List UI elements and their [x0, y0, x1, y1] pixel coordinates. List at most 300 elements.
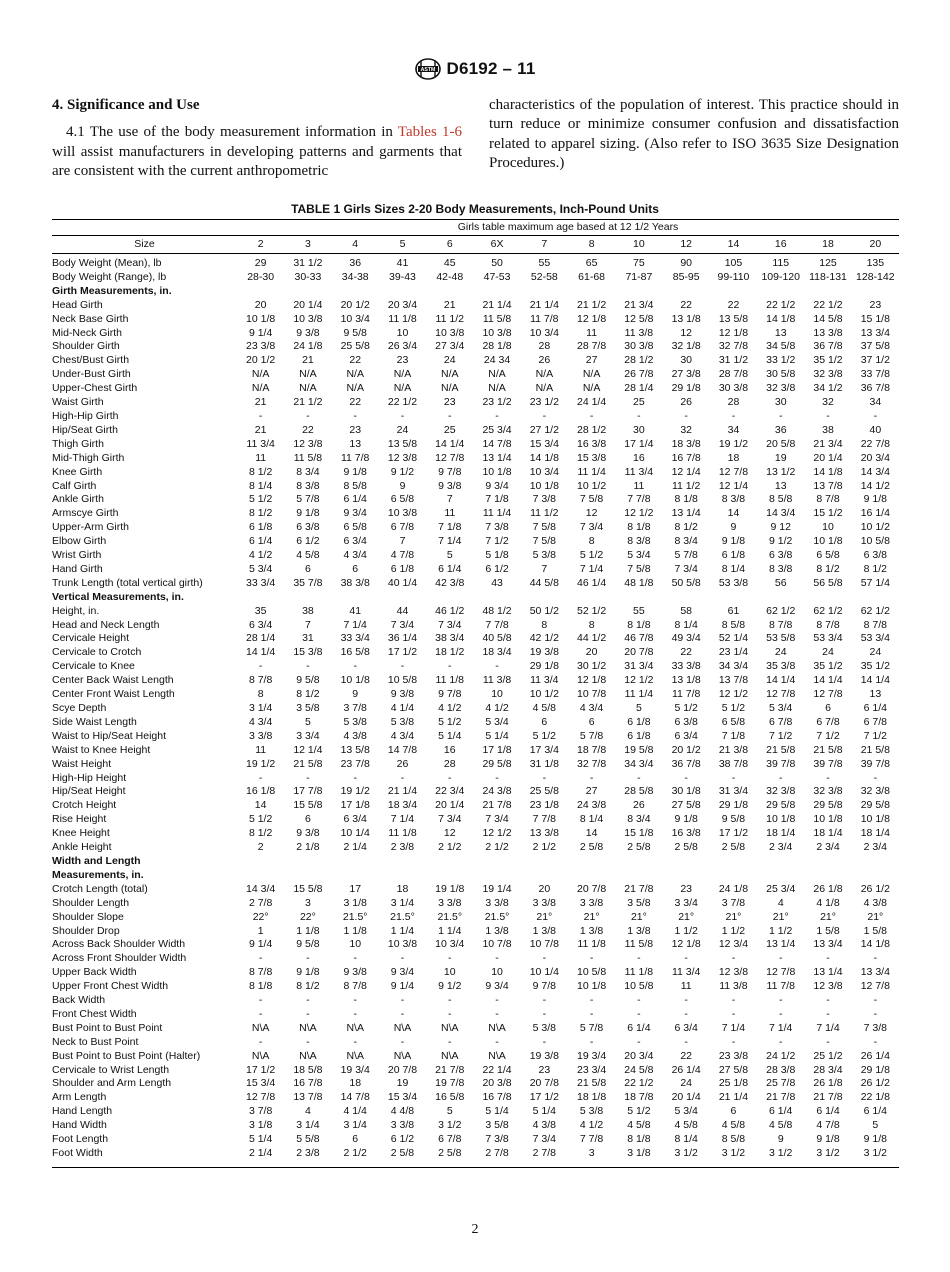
size-header-cell: 20 [852, 236, 899, 254]
table-cell: 10 1/4 [529, 966, 559, 979]
table-cell: 20 1/4 [813, 451, 843, 464]
table-cell: 27 5/8 [718, 1063, 749, 1076]
table-cell: 19 1/2 [246, 757, 276, 770]
table-cell: 10 3/4 [340, 312, 370, 325]
table-cell: 3 7/8 [721, 896, 746, 909]
table-cell: - [495, 409, 499, 422]
table-cell: 6 1/8 [627, 729, 651, 742]
table-cell: 8 7/8 [248, 966, 273, 979]
table-cell: 8 [257, 688, 264, 701]
table-cell: - [684, 1007, 688, 1020]
table-cell: 5 1/2 [579, 549, 604, 562]
table-cell: 14 [727, 507, 740, 520]
row-label: Body Weight (Range), lb [52, 270, 167, 283]
table-cell: 19 3/4 [340, 1063, 370, 1076]
table-cell: 23 3/4 [577, 1063, 607, 1076]
table-cell: 6 1/4 [863, 1105, 887, 1118]
table-cell: 15 1/8 [860, 312, 890, 325]
table-cell: - [778, 1007, 783, 1020]
table-cell: 39 7/8 [860, 757, 890, 770]
table-cell: 17 1/2 [529, 1091, 559, 1104]
table-cell: 29 5/8 [766, 799, 796, 812]
table-cell: N/A [346, 382, 364, 395]
section-header-label: Measurements, in. [52, 868, 144, 881]
table-cell: 7 1/4 [816, 1021, 840, 1034]
table-note-row [52, 220, 899, 236]
size-header-cell: 14 [710, 236, 757, 254]
table-cell: 28 1/2 [624, 354, 654, 367]
table-cell: - [826, 1007, 830, 1020]
table-row [52, 799, 899, 813]
table-cell: 21 [302, 354, 314, 367]
table-cell: 22 [680, 298, 693, 311]
table-row [52, 660, 899, 674]
row-label: Rise Height [52, 813, 107, 826]
table-cell: - [778, 771, 783, 784]
table-cell: 18 [349, 1077, 362, 1090]
table-cell: 3 3/8 [390, 1119, 415, 1132]
table-cell: 5 3/4 [674, 1105, 698, 1118]
table-cell: 61-68 [578, 270, 606, 283]
table-cell: 9 1/4 [390, 980, 415, 993]
table-cell: 8 5/8 [343, 479, 367, 492]
table-cell: 8 3/8 [296, 479, 320, 492]
table-cell: 5 1/2 [248, 813, 273, 826]
table-cell: 9 1/4 [248, 326, 273, 339]
table-cell: 12 1/2 [718, 688, 749, 701]
table-cell: 9 [352, 688, 359, 701]
table-cell: 7 3/8 [485, 1133, 509, 1146]
table-cell: 11 1/8 [435, 674, 464, 687]
table-cell: 7 7/8 [485, 618, 509, 631]
table-cell: 3 5/8 [627, 896, 651, 909]
row-label: Mid-Thigh Girth [52, 451, 125, 464]
table-cell: 7 3/4 [674, 562, 698, 575]
table-cell: 5 3/8 [343, 715, 367, 728]
table-cell: N/A [488, 368, 506, 381]
table-cell: 4 1/2 [485, 702, 509, 714]
table-cell: 8 5/8 [769, 493, 793, 506]
table-row [52, 577, 899, 591]
table-cell: N/A [251, 368, 270, 381]
table-cell: 6 7/8 [816, 715, 840, 728]
table-cell: 5 1/4 [532, 1105, 556, 1118]
table-row [52, 785, 899, 799]
table-cell: 5 1/4 [485, 1105, 509, 1118]
table-cell: 9 3/4 [485, 980, 509, 993]
table-cell: 38 7/8 [718, 757, 749, 770]
table-cell: - [731, 994, 736, 1007]
table-cell: 5 3/4 [485, 715, 509, 728]
table-cell: 35 7/8 [293, 576, 323, 589]
table-cell: 11 1/8 [388, 827, 417, 840]
size-header-cell: 18 [804, 236, 851, 254]
table-row [52, 841, 899, 855]
table-cell: 12 7/8 [246, 1091, 276, 1104]
table-cell: 18 [727, 451, 740, 464]
table-cell: 28 1/2 [577, 423, 607, 436]
table-cell: 28 [727, 396, 740, 409]
table-cell: 11 5/8 [482, 312, 512, 325]
table-cell: 8 1/8 [627, 521, 651, 534]
table-cell: 32 [822, 396, 834, 409]
table-cell: - [637, 771, 641, 784]
table-cell: 19 1/2 [718, 437, 749, 450]
table-cell: 12 3/8 [387, 451, 418, 464]
table-cell: 24 1/8 [718, 882, 749, 895]
table-cell: 6 3/8 [769, 549, 793, 562]
table-cell: 21 3/4 [624, 298, 654, 311]
table-cell: 52 1/2 [577, 604, 607, 617]
table-cell: 29 1/8 [529, 660, 559, 673]
table-cell: 6 1/4 [769, 1105, 793, 1118]
table-cell: 5 [872, 1119, 879, 1132]
table-cell: 11 3/4 [530, 674, 559, 687]
table-cell: 10 3/8 [482, 326, 512, 339]
row-label: Armscye Girth [52, 507, 119, 520]
table-cell: 21 1/4 [718, 1091, 749, 1104]
table-cell: 8 [541, 618, 548, 631]
table-cell: 4 7/8 [816, 1119, 840, 1132]
table-cell: 8 1/8 [627, 618, 651, 631]
table-cell: 21.5° [484, 910, 510, 923]
table-cell: 36 7/8 [860, 382, 890, 395]
table-cell: - [258, 994, 263, 1007]
table-cell: 3 1/2 [721, 1147, 746, 1159]
table-cell: 10 3/4 [529, 326, 559, 339]
table-cell: 21 7/8 [482, 799, 512, 812]
table-cell: 5 1/4 [438, 729, 462, 742]
table-cell: 22 1/2 [813, 298, 843, 311]
table-cell: 11 7/8 [530, 312, 559, 325]
table-cell: 18 1/4 [860, 827, 890, 840]
table-cell: 50 [491, 257, 503, 269]
table-cell: 5 5/8 [296, 1133, 320, 1146]
table-row [52, 1064, 899, 1078]
table-cell: - [826, 994, 830, 1007]
table-cell: N\A [251, 1049, 270, 1062]
table-cell: 33 1/2 [766, 354, 796, 367]
table-cell: 6 [825, 702, 831, 714]
table-cell: 53 3/8 [718, 576, 749, 589]
table-cell: 71-87 [625, 270, 653, 283]
table-cell: 26 1/4 [671, 1063, 701, 1076]
table-cell: 8 5/8 [721, 1133, 746, 1146]
table-cell: 5 [446, 549, 453, 562]
table-cell: 4 1/2 [438, 702, 462, 714]
table-cell: 85-95 [672, 270, 700, 283]
table-cell: 12 1/2 [624, 674, 654, 687]
table-cell: 22 1/8 [860, 1091, 890, 1104]
table-cell: 12 5/8 [624, 312, 654, 325]
row-label: Crotch Height [52, 799, 117, 812]
table-cell: 23 [443, 396, 456, 409]
table-cell: 6 5/8 [390, 493, 415, 506]
table-cell: - [353, 1035, 357, 1048]
table-cell: - [589, 771, 594, 784]
table-cell: 14 1/4 [766, 674, 796, 687]
table-cell: 32 3/8 [860, 785, 890, 798]
table-row [52, 493, 899, 507]
table-cell: 6 1/4 [816, 1105, 840, 1118]
table-cell: 8 1/8 [674, 493, 698, 506]
table-cell: 10 1/8 [529, 479, 559, 492]
table-cell: - [542, 1035, 547, 1048]
table-row [52, 813, 899, 827]
table-row [52, 952, 899, 966]
table-row [52, 410, 899, 424]
table-cell: 8 7/8 [816, 493, 840, 506]
table-cell: 36 1/4 [387, 632, 418, 645]
table-cell: 7 5/8 [532, 535, 556, 548]
table-cell: - [778, 409, 783, 422]
table-cell: 23 3/8 [718, 1049, 749, 1062]
table-cell: - [258, 660, 263, 673]
table-cell: 11 [680, 980, 692, 993]
table-cell: 13 [869, 688, 882, 701]
table-cell: 38 3/8 [340, 576, 370, 589]
table-cell: 1 1/2 [721, 924, 746, 937]
table-cell: 10 1/8 [246, 312, 276, 325]
size-header-cell: 5 [379, 236, 426, 254]
table-cell: 1 3/8 [579, 924, 604, 937]
table-cell: 21° [630, 910, 647, 923]
row-label: Ankle Girth [52, 493, 104, 506]
table-cell: 6 3/4 [343, 813, 367, 826]
table-row [52, 1133, 899, 1147]
table-cell: 9 7/8 [532, 980, 556, 993]
table-cell: - [684, 409, 688, 422]
table-cell: 11 7/8 [340, 451, 370, 464]
table-cell: 10 1/2 [577, 479, 607, 492]
table-cell: 16 7/8 [293, 1077, 323, 1090]
table-cell: 36 7/8 [671, 757, 701, 770]
table-cell: - [873, 994, 878, 1007]
section-header-row [52, 855, 899, 869]
table-cell: 4 5/8 [721, 1119, 746, 1132]
table-cell: 3 1/2 [769, 1147, 793, 1159]
table-cell: 13 1/4 [813, 966, 843, 979]
table-cell: - [448, 771, 452, 784]
row-label: Height, in. [52, 604, 100, 617]
row-label: Center Front Waist Length [52, 688, 175, 701]
table-cell: 32 3/8 [813, 368, 843, 381]
table-cell: 6 3/4 [343, 535, 367, 548]
page-number: 2 [471, 1222, 479, 1237]
table-cell: 28 1/8 [482, 340, 512, 353]
table-cell: 16 1/4 [860, 507, 890, 520]
table-cell: 19 1/8 [435, 882, 465, 895]
table-cell: 9 1/8 [296, 507, 320, 520]
table-cell: 27 [585, 354, 598, 367]
table-cell: 4 1/2 [248, 549, 273, 562]
table-cell: 31 1/2 [718, 354, 749, 367]
table-cell: 135 [866, 257, 885, 269]
table-cell: 20 [254, 298, 267, 311]
table-cell: 2 7/8 [485, 1147, 509, 1159]
table-cell: 23 1/4 [718, 646, 749, 659]
table-cell: 12 1/4 [293, 743, 323, 756]
table-body [52, 254, 899, 1161]
table-cell: 5 3/4 [248, 562, 273, 575]
size-header-cell: 10 [615, 236, 662, 254]
table-cell: 12 [443, 827, 456, 840]
table-cell: 3 1/2 [674, 1147, 698, 1159]
table-cell: 6 3/4 [248, 618, 273, 631]
table-cell: - [353, 994, 357, 1007]
table-cell: 28 [538, 340, 551, 353]
table-cell: 11 3/8 [482, 674, 512, 687]
table-cell: 33 3/4 [340, 632, 370, 645]
table-cell: 4 1/4 [390, 702, 415, 714]
table-cell: 4 [305, 1105, 311, 1118]
table-cell: - [542, 952, 547, 965]
table-cell: 8 3/8 [721, 493, 746, 506]
tables-link[interactable]: Tables 1-6 [397, 124, 463, 141]
table-cell: 5 [635, 702, 642, 714]
table-cell: 10 3/8 [435, 326, 465, 339]
table-cell: 30 1/8 [671, 785, 701, 798]
table-cell: 118-131 [809, 270, 847, 283]
table-cell: 26 3/4 [387, 340, 418, 353]
table-cell: 25 5/8 [529, 785, 559, 798]
table-cell: 12 3/8 [813, 980, 843, 993]
table-cell: 6 1/4 [863, 702, 887, 714]
table-cell: 109-120 [761, 270, 800, 283]
table-cell: 3 [305, 896, 311, 909]
table-cell: 7 [541, 562, 548, 575]
section-header-label: Girth Measurements, in. [52, 284, 172, 297]
table-cell: 11 3/8 [624, 326, 654, 339]
table-cell: 6 5/8 [343, 521, 367, 534]
table-cell: 9 1/2 [438, 980, 462, 993]
table-cell: - [684, 952, 688, 965]
table-cell: 8 1/2 [816, 562, 840, 575]
table-cell: N\A [393, 1021, 412, 1034]
table-cell: 39 7/8 [766, 757, 796, 770]
table-cell: 13 5/8 [387, 437, 418, 450]
table-cell: 30 [680, 354, 693, 367]
table-cell: 20 3/4 [387, 298, 418, 311]
table-cell: 27 5/8 [671, 799, 701, 812]
table-cell: 10 7/8 [529, 938, 559, 951]
table-cell: - [589, 1035, 594, 1048]
table-cell: 14 7/8 [387, 743, 418, 756]
row-label: High-Hip Height [52, 771, 127, 784]
table-cell: 11 1/4 [624, 688, 654, 701]
table-cell: - [542, 994, 547, 1007]
table-cell: 36 7/8 [813, 340, 843, 353]
row-label: Calf Girth [52, 479, 97, 492]
table-cell: 44 1/2 [577, 632, 607, 645]
table-cell: 21.5° [342, 910, 368, 923]
row-label: Side Waist Length [52, 715, 137, 728]
table-cell: 24 1/8 [293, 340, 323, 353]
table-cell: 2 3/8 [390, 841, 415, 854]
row-label: Knee Height [52, 827, 110, 840]
table-cell: 45 [443, 257, 456, 269]
table-cell: 24 1/2 [766, 1049, 796, 1062]
table-cell: 44 5/8 [529, 576, 559, 589]
table-cell: 13 3/4 [813, 938, 843, 951]
table-cell: 18 1/8 [577, 1091, 607, 1104]
table-cell: - [495, 1007, 499, 1020]
row-label: Ankle Height [52, 841, 112, 854]
table-cell: 9 1/8 [674, 813, 698, 826]
paragraph-4-1 [52, 123, 462, 181]
table-cell: 27 3/4 [435, 340, 465, 353]
table-cell: 2 5/8 [390, 1147, 415, 1159]
table-cell: 9 3/4 [343, 507, 367, 520]
table-cell: 13 [774, 479, 787, 492]
table-cell: 5 1/2 [438, 715, 462, 728]
table-cell: 10 1/8 [813, 813, 843, 826]
table-row [52, 911, 899, 925]
table-cell: 3 1/8 [248, 1119, 273, 1132]
table-cell: 29 1/8 [718, 799, 749, 812]
table-cell: 14 1/8 [813, 465, 843, 478]
table-cell: 11 1/4 [577, 465, 606, 478]
table-cell: 5 3/8 [390, 715, 415, 728]
table-cell: 15 3/8 [293, 646, 323, 659]
table-cell: 20 5/8 [766, 437, 796, 450]
table-cell: 10 1/2 [529, 688, 559, 701]
row-label: Hand Width [52, 1119, 107, 1132]
table-cell: 6 [305, 813, 311, 826]
table-cell: 5 1/2 [674, 702, 698, 714]
row-label: Scye Depth [52, 702, 107, 714]
table-cell: 8 1/2 [248, 465, 273, 478]
table-row [52, 480, 899, 494]
table-cell: - [448, 1035, 452, 1048]
table-cell: 90 [680, 257, 693, 269]
table-cell: 19 [396, 1077, 409, 1090]
svg-text:ASTM: ASTM [420, 67, 435, 74]
table-cell: 8 1/2 [248, 507, 273, 520]
table-cell: 10 1/8 [813, 535, 843, 548]
table-cell: 24 3/8 [482, 785, 512, 798]
table-cell: 32 1/8 [671, 340, 701, 353]
table-cell: 9 1/8 [721, 535, 746, 548]
table-cell: 6 3/4 [674, 729, 698, 742]
table-cell: 12 7/8 [718, 465, 749, 478]
table-row [52, 354, 899, 368]
size-header-cell: 6 [426, 236, 473, 254]
table-cell: 7 [399, 535, 406, 548]
size-header-row [52, 236, 899, 254]
table-cell: - [495, 660, 499, 673]
table-cell: 25 [443, 423, 456, 436]
table-cell: 3 1/2 [816, 1147, 840, 1159]
table-cell: 26 [680, 396, 693, 409]
table-cell: - [306, 409, 310, 422]
table-cell: N/A [299, 382, 317, 395]
table-cell: 8 3/4 [296, 465, 320, 478]
document-designation: D6192 – 11 [446, 59, 536, 78]
row-label: Head and Neck Length [52, 618, 160, 631]
table-cell: 7 3/4 [532, 1133, 556, 1146]
table-cell: 29 5/8 [482, 757, 512, 770]
table-cell: 24 1/4 [577, 396, 607, 409]
table-cell: - [637, 994, 641, 1007]
table-cell: N/A [582, 368, 601, 381]
table-cell: 25 7/8 [766, 1077, 796, 1090]
table-row [52, 340, 899, 354]
table-row [52, 702, 899, 716]
table-row [52, 1091, 899, 1105]
table-cell: 28 3/8 [766, 1063, 796, 1076]
table-cell: 7 3/8 [532, 493, 556, 506]
